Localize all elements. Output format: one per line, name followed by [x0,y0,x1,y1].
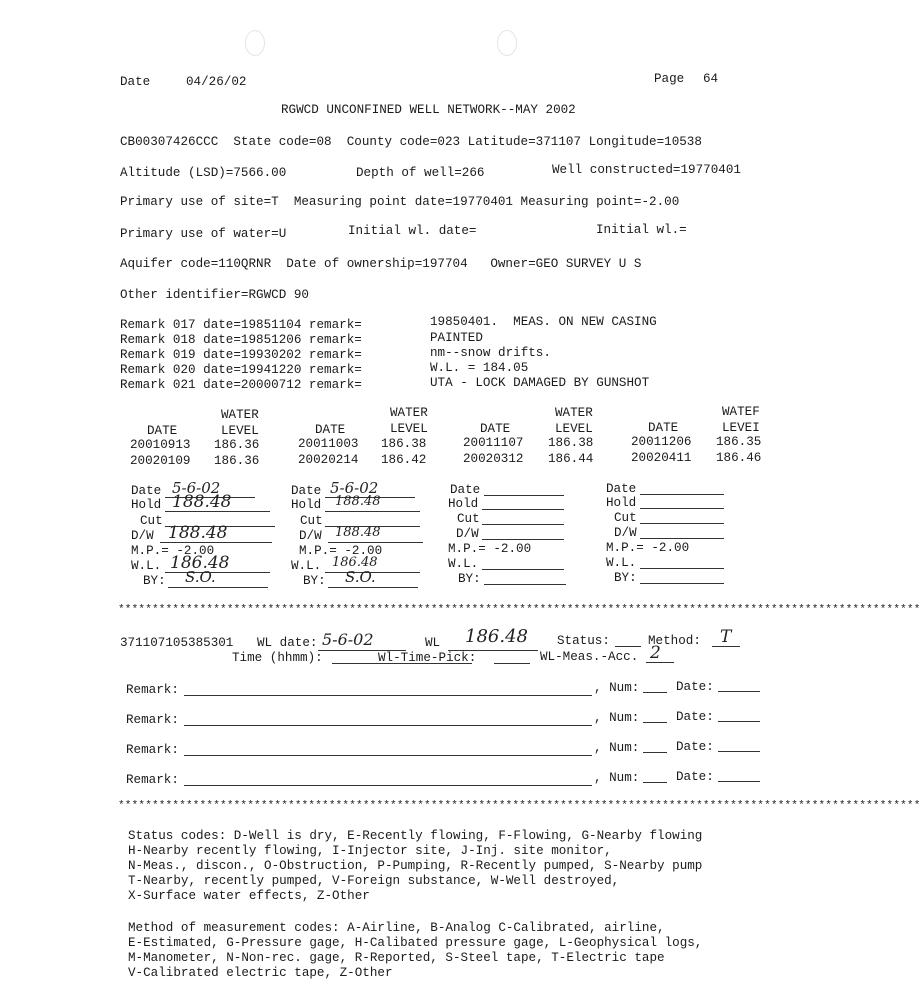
entry-dw-line [328,542,423,543]
history-header-date: DATE [147,424,178,438]
history-header-level: LEVEI [722,421,760,435]
separator-stars: ********************************************************************************************************************** [118,800,921,812]
site-constructed: Well constructed=19770401 [552,163,741,177]
history-cell-date: 20011206 [631,435,692,449]
measurement-acc-label: WL-Meas.-Acc. [540,650,639,664]
remark-form-num: , Num: [594,741,640,755]
history-header-water: WATER [555,406,593,420]
entry-wl-value[interactable]: 186.48 [332,555,378,570]
entry-by-value[interactable]: S.O. [185,568,216,586]
method-codes-line: V-Calibrated electric tape, Z-Other [128,966,393,980]
remark-form-num-line[interactable] [643,722,667,723]
header-date-value: 04/26/02 [186,75,247,89]
entry-by-line[interactable] [484,584,566,585]
entry-wl-value[interactable]: 186.48 [170,553,230,573]
entry-date-label: Date [450,483,481,497]
entry-mp: M.P.= -2.00 [606,541,690,555]
entry-by-value[interactable]: S.O. [345,568,376,586]
history-cell-date: 20020312 [463,452,524,466]
remark-form-label: Remark: [126,713,179,727]
history-cell-level: 186.46 [716,451,762,465]
header-page-value: 64 [703,72,719,86]
method-codes-line: Method of measurement codes: A-Airline, B-Analog C-Calibrated, airline, [128,921,665,935]
entry-date-label: Date [606,482,637,496]
entry-hold-label: Hold [291,498,322,512]
site-water-use: Primary use of water=U [120,227,287,241]
remark-form-num: , Num: [594,711,640,725]
entry-dw-value[interactable]: 188.48 [168,523,228,543]
entry-hold-line[interactable] [640,508,724,509]
punch-hole-right [497,30,517,56]
history-cell-date: 20011107 [463,436,524,450]
entry-date-label: Date [131,484,162,498]
entry-dw-label: D/W [456,527,479,541]
remark-form-num-line[interactable] [643,752,667,753]
history-header-water: WATER [221,408,259,422]
site-depth: Depth of well=266 [356,166,485,180]
measurement-site-id: 371107105385301 [120,636,234,650]
remark-form-label: Remark: [126,683,179,697]
entry-by-label: BY: [143,574,166,588]
entry-by-label: BY: [614,571,637,585]
method-codes-line: E-Estimated, G-Pressure gage, H-Calibated pressure gage, L-Geophysical logs, [128,936,703,950]
page-title: RGWCD UNCONFINED WELL NETWORK--MAY 2002 [281,103,576,117]
entry-cut-label: Cut [140,514,163,528]
history-header-date: DATE [648,421,679,435]
entry-dw-line[interactable] [482,539,564,540]
remark-text: PAINTED [430,331,483,345]
entry-by-label: BY: [458,572,481,586]
history-cell-level: 186.42 [381,453,427,467]
entry-mp: M.P.= -2.00 [299,544,383,558]
site-line-5: Aquifer code=110QRNR Date of ownership=197704 Owner=GEO SURVEY U S [120,257,642,271]
remark-form-date-line[interactable] [718,751,760,752]
measurement-method-label: Method: [648,634,701,648]
entry-by-line [168,587,268,588]
remark-form-date-line[interactable] [718,691,760,692]
history-header-water: WATER [390,406,428,420]
entry-dw-line[interactable] [640,538,724,539]
entry-date-line[interactable] [640,494,724,495]
remark-form-line[interactable] [184,695,592,696]
entry-hold-label: Hold [131,498,162,512]
remark-text: W.L. = 184.05 [430,361,529,375]
status-codes-line: H-Nearby recently flowing, I-Injector site, J-Inj. site monitor, [128,844,612,858]
history-header-date: DATE [315,423,346,437]
history-cell-date: 20020411 [631,451,692,465]
remark-text: nm--snow drifts. [430,346,551,360]
entry-wl-line[interactable] [640,568,724,569]
punch-hole-left [245,30,265,56]
remark-text: UTA - LOCK DAMAGED BY GUNSHOT [430,376,650,390]
entry-dw-label: D/W [614,526,637,540]
header-date-label: Date [120,75,151,89]
entry-wl-label: W.L. [131,559,162,573]
entry-dw-label: D/W [299,529,322,543]
entry-hold-line [325,511,420,512]
entry-wl-label: W.L. [448,557,479,571]
entry-cut-label: Cut [457,512,480,526]
entry-cut-line[interactable] [482,524,564,525]
history-cell-date: 20010913 [130,438,191,452]
remark-form-num: , Num: [594,771,640,785]
remark-label: Remark 019 date=19930202 remark= [120,348,362,362]
measurement-status-line[interactable] [615,646,641,647]
measurement-method-value[interactable]: T [720,627,732,647]
site-line-1: CB00307426CCC State code=08 County code=023 Latitude=371107 Longitude=10538 [120,135,702,149]
remark-form-line[interactable] [184,725,592,726]
method-codes-line: M-Manometer, N-Non-rec. gage, R-Reported, S-Steel tape, T-Electric tape [128,951,665,965]
history-cell-level: 186.36 [214,438,260,452]
history-cell-level: 186.38 [381,437,427,451]
measurement-acc-value[interactable]: 2 [650,643,661,663]
status-codes-line: X-Surface water effects, Z-Other [128,889,370,903]
history-cell-level: 186.38 [548,436,594,450]
site-initial-wl: Initial wl.= [596,223,687,237]
remark-form-date-line[interactable] [718,781,760,782]
history-cell-date: 20020109 [130,454,191,468]
measurement-wl-date-label: WL date: [257,636,318,650]
entry-hold-label: Hold [448,497,479,511]
entry-wl-label: W.L. [291,559,322,573]
history-header-level: LEVEL [390,422,428,436]
entry-mp: M.P.= -2.00 [131,544,215,558]
entry-mp: M.P.= -2.00 [448,542,532,556]
measurement-pick-line[interactable] [494,663,530,664]
entry-hold-value[interactable]: 188.48 [335,494,381,509]
header-page-label: Page [654,72,685,86]
measurement-wl-date-value[interactable]: 5-6-02 [322,630,374,649]
entry-dw-label: D/W [131,529,154,543]
measurement-time-label: Time (hhmm): [232,651,323,665]
entry-by-line [328,587,418,588]
entry-cut-label: Cut [300,514,323,528]
measurement-status-label: Status: [557,634,610,648]
site-line-3: Primary use of site=T Measuring point date=19770401 Measuring point=-2.00 [120,195,680,209]
history-cell-level: 186.44 [548,452,594,466]
entry-by-line[interactable] [640,583,724,584]
measurement-pick-label: Wl-Time-Pick: [378,651,477,665]
entry-dw-value[interactable]: 188.48 [335,525,381,540]
entry-wl-label: W.L. [606,556,637,570]
site-line-6: Other identifier=RGWCD 90 [120,288,309,302]
entry-hold-value[interactable]: 188.48 [172,492,232,512]
remark-text: 19850401. MEAS. ON NEW CASING [430,315,657,329]
entry-hold-label: Hold [606,496,637,510]
remark-form-line[interactable] [184,755,592,756]
remark-form-line[interactable] [184,785,592,786]
remark-form-label: Remark: [126,773,179,787]
entry-hold-line[interactable] [482,509,564,510]
status-codes-line: Status codes: D-Well is dry, E-Recently flowing, F-Flowing, G-Nearby flowing [128,829,703,843]
remark-form-date: Date: [676,770,714,784]
separator-stars: ********************************************************************************************************************** [118,604,921,616]
remark-form-label: Remark: [126,743,179,757]
remark-form-date: Date: [676,710,714,724]
remark-label: Remark 021 date=20000712 remark= [120,378,362,392]
status-codes-line: N-Meas., discon., O-Obstruction, P-Pumping, R-Recently pumped, S-Nearby pump [128,859,703,873]
remark-label: Remark 018 date=19851206 remark= [120,333,362,347]
history-cell-level: 186.35 [716,435,762,449]
history-cell-level: 186.36 [214,454,260,468]
measurement-wl-label: WL [425,636,441,650]
entry-date-value[interactable]: 5-6-02 [172,479,221,497]
entry-cut-label: Cut [614,511,637,525]
history-cell-date: 20011003 [298,437,359,451]
remark-form-num-line[interactable] [643,692,667,693]
remark-form-num: , Num: [594,681,640,695]
entry-date-label: Date [291,484,322,498]
remark-form-num-line[interactable] [643,782,667,783]
remark-label: Remark 017 date=19851104 remark= [120,318,362,332]
site-initial-date: Initial wl. date= [348,224,477,238]
entry-cut-line[interactable] [640,523,724,524]
history-header-level: LEVEL [221,424,259,438]
measurement-wl-value[interactable]: 186.48 [465,626,528,647]
entry-wl-line[interactable] [482,569,564,570]
status-codes-line: T-Nearby, recently pumped, V-Foreign substance, W-Well destroyed, [128,874,620,888]
history-header-water: WATEF [722,405,760,419]
history-cell-date: 20020214 [298,453,359,467]
remark-label: Remark 020 date=19941220 remark= [120,363,362,377]
history-header-level: LEVEL [555,422,593,436]
remark-form-date-line[interactable] [718,721,760,722]
entry-by-label: BY: [303,574,326,588]
remark-form-date: Date: [676,680,714,694]
site-altitude: Altitude (LSD)=7566.00 [120,166,287,180]
entry-date-line[interactable] [484,495,564,496]
history-header-date: DATE [480,422,511,436]
remark-form-date: Date: [676,740,714,754]
entry-date-value[interactable]: 5-6-02 [330,479,379,497]
